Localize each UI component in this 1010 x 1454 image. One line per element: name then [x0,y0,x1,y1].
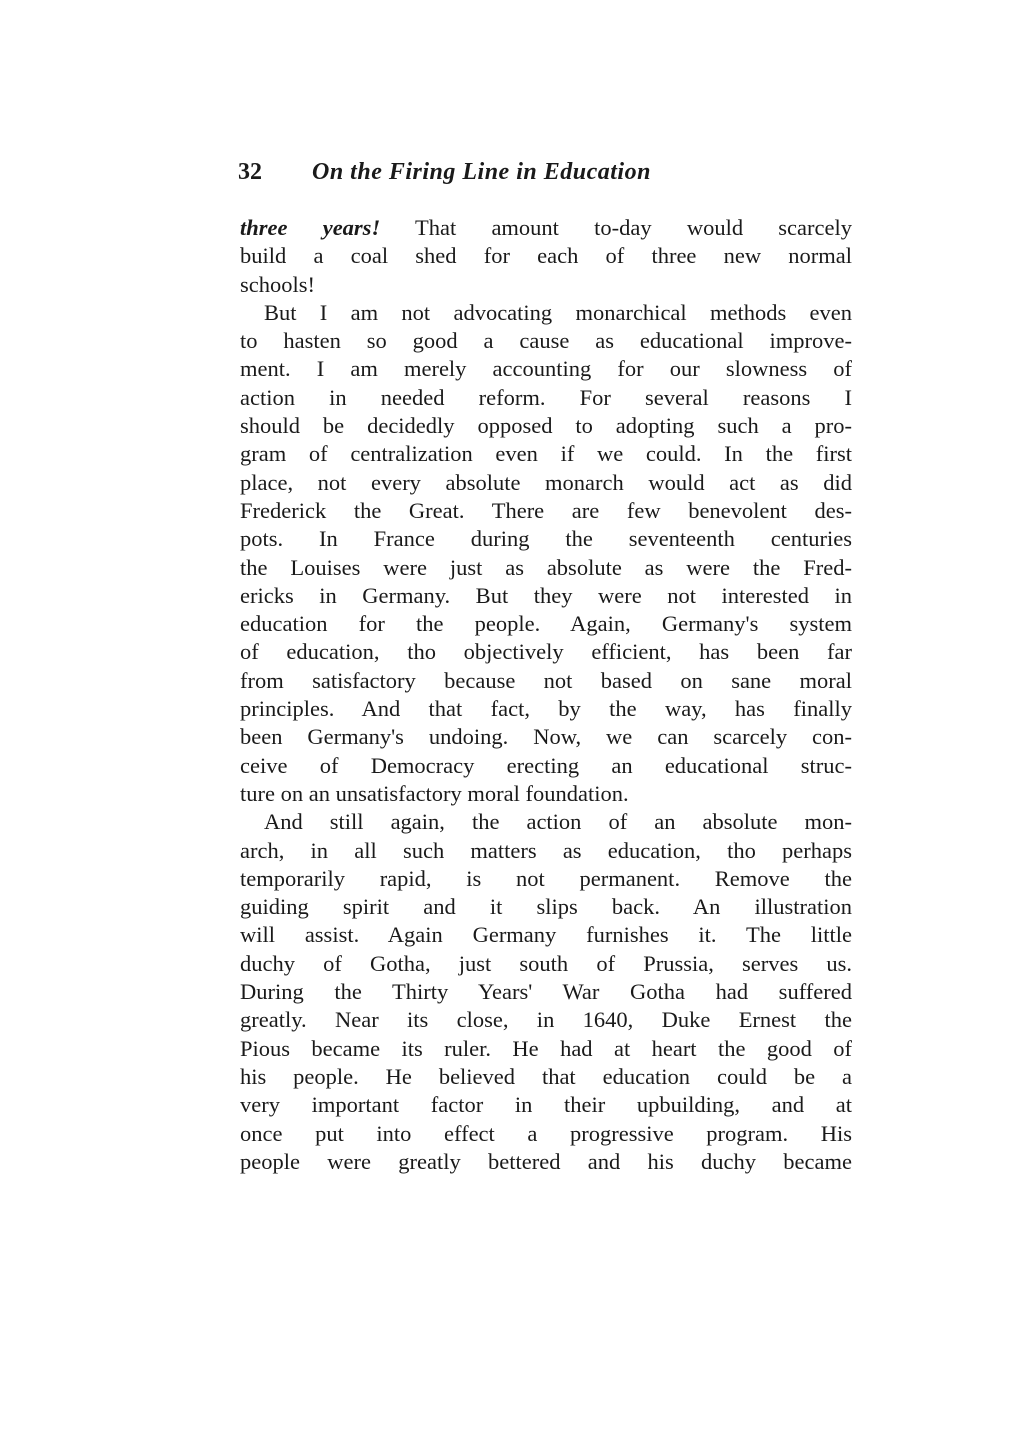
text-line: his people. He believed that education could be a [240,1063,852,1089]
text-line: Frederick the Great. There are few benevolent des- [240,497,852,523]
text-line: action in needed reform. For several reasons I [240,384,852,410]
text-line: ture on an unsatisfactory moral foundation. [240,780,629,806]
emphasized-phrase: three years! [240,215,381,240]
book-title: On the Firing Line in Education [312,159,651,185]
text-line: pots. In France during the seventeenth centuries [240,526,852,552]
text-line: should be decidedly opposed to adopting such a pro- [240,413,852,439]
text-line: ceive of Democracy erecting an educational struc- [240,752,852,778]
text-line-rest: That amount to-day would scarcely [380,215,852,240]
text-line: principles. And that fact, by the way, has finally [240,696,852,722]
text-line: schools! [240,271,315,297]
text-line: been Germany's undoing. Now, we can scarcely con- [240,724,852,750]
text-line: people were greatly bettered and his duchy became [240,1148,852,1174]
text-line: of education, tho objectively efficient, has been far [240,639,852,665]
text-line: gram of centralization even if we could. In the first [240,441,852,467]
running-head [238,156,858,188]
text-line: Pious became its ruler. He had at heart the good of [240,1035,852,1061]
text-line: the Louises were just as absolute as were the Fred- [240,554,852,580]
text-line: once put into effect a progressive program. His [240,1120,852,1146]
text-line: During the Thirty Years' War Gotha had suffered [240,979,852,1005]
body-text [240,214,852,1176]
paragraph-start-line: But I am not advocating monarchical methods even [264,299,852,325]
text-line: will assist. Again Germany furnishes it. The little [240,922,852,948]
text-line [240,214,852,242]
text-line: guiding spirit and it slips back. An illustration [240,894,852,920]
page-number: 32 [238,159,262,185]
text-line: to hasten so good a cause as educational improve- [240,328,852,354]
text-line: very important factor in their upbuilding, and at [240,1092,852,1118]
text-line: duchy of Gotha, just south of Prussia, serves us. [240,950,852,976]
text-line: ment. I am merely accounting for our slowness of [240,356,852,382]
text-line: education for the people. Again, Germany's system [240,611,852,637]
text-line: place, not every absolute monarch would act as did [240,469,852,495]
text-line: ericks in Germany. But they were not interested in [240,582,852,608]
text-line: temporarily rapid, is not permanent. Remove the [240,865,852,891]
paragraph-start-line: And still again, the action of an absolute mon- [264,809,852,835]
text-line: build a coal shed for each of three new normal [240,243,852,269]
text-line: from satisfactory because not based on sane moral [240,667,852,693]
text-line: greatly. Near its close, in 1640, Duke Ernest the [240,1007,852,1033]
text-line: arch, in all such matters as education, tho perhaps [240,837,852,863]
